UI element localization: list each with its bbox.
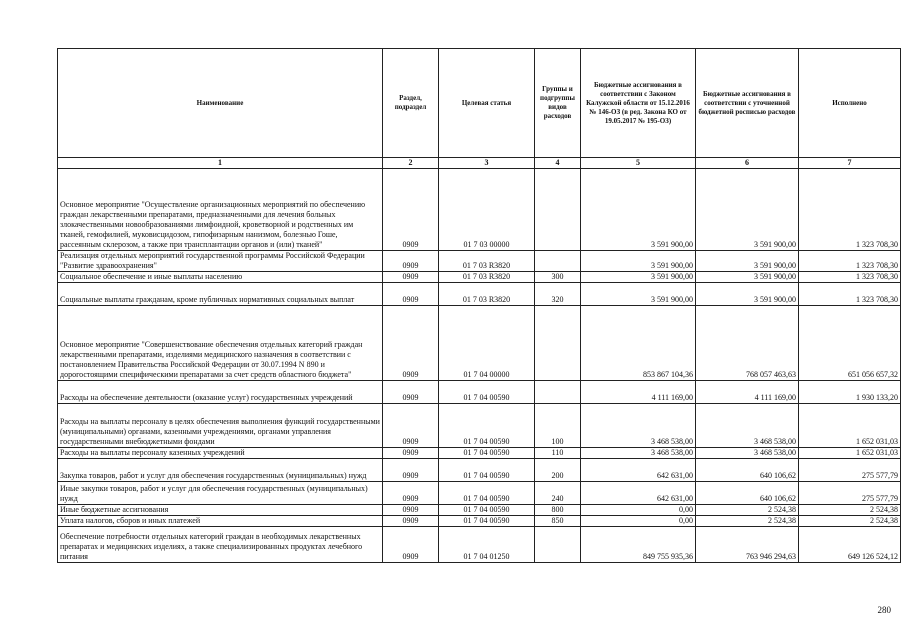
- table-row: [58, 459, 901, 482]
- row-executed: 1 323 708,30: [799, 272, 901, 283]
- row-budget-law: 3 591 900,00: [581, 169, 696, 251]
- row-budget-refined: 4 111 169,00: [696, 381, 799, 404]
- col-number: 6: [696, 158, 799, 169]
- row-name: Уплата налогов, сборов и иных платежей: [58, 516, 383, 527]
- row-executed: 651 056 657,32: [799, 306, 901, 381]
- row-budget-refined: 3 591 900,00: [696, 169, 799, 251]
- row-group: 200: [535, 459, 581, 482]
- row-budget-refined: 3 591 900,00: [696, 272, 799, 283]
- table-row: [58, 251, 901, 272]
- row-section: 0909: [383, 505, 439, 516]
- row-target: 01 7 04 00590: [439, 381, 535, 404]
- row-group: 300: [535, 272, 581, 283]
- table-row: [58, 306, 901, 381]
- row-group: [535, 306, 581, 381]
- table-body: [58, 158, 901, 563]
- row-budget-refined: 640 106,62: [696, 459, 799, 482]
- row-budget-law: 3 591 900,00: [581, 272, 696, 283]
- table-row: [58, 516, 901, 527]
- row-executed: 1 652 031,03: [799, 404, 901, 448]
- row-target: 01 7 03 R3820: [439, 251, 535, 272]
- row-target: 01 7 03 R3820: [439, 283, 535, 306]
- row-section: 0909: [383, 448, 439, 459]
- row-section: 0909: [383, 306, 439, 381]
- header-name: Наименование: [58, 49, 383, 158]
- row-section: 0909: [383, 482, 439, 505]
- row-executed: 275 577,79: [799, 482, 901, 505]
- row-name: Основное мероприятие "Осуществление организационных мероприятий по обеспечению граждан лекарственными препаратами, предназначенными для лечения больных злокачественными новообразованиями лимфоидной, кроветворной и родственных им тканей, гемофилией, муковисцидозом, гипофизарным нанизмом, болезнью Гоше, рассеянным склерозом, а также при трансплантации органов и (или) тканей": [58, 169, 383, 251]
- row-name: Расходы на выплаты персоналу казенных учреждений: [58, 448, 383, 459]
- row-executed: 2 524,38: [799, 516, 901, 527]
- row-group: [535, 527, 581, 563]
- header-group: Группы и подгруппы видов расходов: [535, 49, 581, 158]
- row-group: 240: [535, 482, 581, 505]
- row-executed: 275 577,79: [799, 459, 901, 482]
- row-section: 0909: [383, 251, 439, 272]
- header-budget-refined: Бюджетные ассигнования в соответствии с уточненной бюджетной росписью расходов: [696, 49, 799, 158]
- budget-table: [57, 48, 901, 563]
- row-budget-refined: 2 524,38: [696, 516, 799, 527]
- row-budget-law: 0,00: [581, 516, 696, 527]
- col-number: 3: [439, 158, 535, 169]
- row-budget-law: 853 867 104,36: [581, 306, 696, 381]
- row-name: Закупка товаров, работ и услуг для обеспечения государственных (муниципальных) нужд: [58, 459, 383, 482]
- page-number: 280: [877, 605, 891, 615]
- header-budget-law: Бюджетные ассигнования в соответствии с Законом Калужской области от 15.12.2016 № 146-ОЗ (в ред. Закона КО от 19.05.2017 № 195-ОЗ): [581, 49, 696, 158]
- row-name: Социальные выплаты гражданам, кроме публичных нормативных социальных выплат: [58, 283, 383, 306]
- row-executed: 1 323 708,30: [799, 169, 901, 251]
- row-group: [535, 169, 581, 251]
- row-budget-law: 849 755 935,36: [581, 527, 696, 563]
- row-budget-refined: 3 468 538,00: [696, 404, 799, 448]
- table-row: [58, 283, 901, 306]
- table-row: [58, 381, 901, 404]
- row-target: 01 7 04 00590: [439, 505, 535, 516]
- row-group: 800: [535, 505, 581, 516]
- row-name: Иные бюджетные ассигнования: [58, 505, 383, 516]
- table-row: [58, 505, 901, 516]
- column-number-row: [58, 158, 901, 169]
- row-target: 01 7 04 00000: [439, 306, 535, 381]
- row-name: Основное мероприятие "Совершенствование обеспечения отдельных категорий граждан лекарственными препаратами, изделиями медицинского назначения в соответствии с постановлением Правительства Российской Федерации от 30.07.1994 N 890 и дорогостоящими специфическими препаратами за счет средств областного бюджета": [58, 306, 383, 381]
- header-target: Целевая статья: [439, 49, 535, 158]
- row-budget-refined: 3 468 538,00: [696, 448, 799, 459]
- col-number: 5: [581, 158, 696, 169]
- row-section: 0909: [383, 527, 439, 563]
- row-budget-refined: 3 591 900,00: [696, 251, 799, 272]
- row-name: Иные закупки товаров, работ и услуг для обеспечения государственных (муниципальных) нужд: [58, 482, 383, 505]
- row-executed: 1 323 708,30: [799, 251, 901, 272]
- row-executed: 649 126 524,12: [799, 527, 901, 563]
- row-target: 01 7 04 00590: [439, 516, 535, 527]
- row-section: 0909: [383, 283, 439, 306]
- row-group: [535, 381, 581, 404]
- row-section: 0909: [383, 272, 439, 283]
- row-budget-law: 642 631,00: [581, 482, 696, 505]
- table-row: [58, 482, 901, 505]
- row-budget-law: 3 591 900,00: [581, 251, 696, 272]
- header-executed: Исполнено: [799, 49, 901, 158]
- row-name: Расходы на выплаты персоналу в целях обеспечения выполнения функций государственными (муниципальными) органами, казенными учреждениями, органами управления государственными внебюджетными фондами: [58, 404, 383, 448]
- row-budget-refined: 2 524,38: [696, 505, 799, 516]
- row-budget-law: 0,00: [581, 505, 696, 516]
- col-number: 7: [799, 158, 901, 169]
- row-executed: 1 652 031,03: [799, 448, 901, 459]
- row-group: 110: [535, 448, 581, 459]
- row-budget-law: 4 111 169,00: [581, 381, 696, 404]
- table-row: [58, 169, 901, 251]
- row-target: 01 7 04 00590: [439, 459, 535, 482]
- col-number: 2: [383, 158, 439, 169]
- header-section: Раздел, подраздел: [383, 49, 439, 158]
- row-group: 320: [535, 283, 581, 306]
- row-target: 01 7 04 00590: [439, 482, 535, 505]
- row-budget-law: 3 591 900,00: [581, 283, 696, 306]
- table-row: [58, 448, 901, 459]
- row-executed: 1 930 133,20: [799, 381, 901, 404]
- row-section: 0909: [383, 459, 439, 482]
- row-name: Реализация отдельных мероприятий государственной программы Российской Федерации "Развитие здравоохранения": [58, 251, 383, 272]
- col-number: 1: [58, 158, 383, 169]
- row-target: 01 7 03 00000: [439, 169, 535, 251]
- row-target: 01 7 03 R3820: [439, 272, 535, 283]
- row-budget-law: 642 631,00: [581, 459, 696, 482]
- row-target: 01 7 04 01250: [439, 527, 535, 563]
- row-executed: 1 323 708,30: [799, 283, 901, 306]
- row-section: 0909: [383, 404, 439, 448]
- row-name: Расходы на обеспечение деятельности (оказание услуг) государственных учреждений: [58, 381, 383, 404]
- header-row: [58, 49, 901, 158]
- row-group: 850: [535, 516, 581, 527]
- row-target: 01 7 04 00590: [439, 448, 535, 459]
- row-section: 0909: [383, 169, 439, 251]
- row-name: Обеспечение потребности отдельных категорий граждан в необходимых лекарственных препаратах и медицинских изделиях, а также специализированных продуктах лечебного питания: [58, 527, 383, 563]
- row-group: 100: [535, 404, 581, 448]
- row-name: Социальное обеспечение и иные выплаты населению: [58, 272, 383, 283]
- row-budget-refined: 768 057 463,63: [696, 306, 799, 381]
- row-budget-law: 3 468 538,00: [581, 448, 696, 459]
- row-budget-law: 3 468 538,00: [581, 404, 696, 448]
- row-executed: 2 524,38: [799, 505, 901, 516]
- row-section: 0909: [383, 381, 439, 404]
- row-budget-refined: 640 106,62: [696, 482, 799, 505]
- col-number: 4: [535, 158, 581, 169]
- table-row: [58, 527, 901, 563]
- row-section: 0909: [383, 516, 439, 527]
- row-budget-refined: 3 591 900,00: [696, 283, 799, 306]
- row-target: 01 7 04 00590: [439, 404, 535, 448]
- table-row: [58, 404, 901, 448]
- row-group: [535, 251, 581, 272]
- table-row: [58, 272, 901, 283]
- row-budget-refined: 763 946 294,63: [696, 527, 799, 563]
